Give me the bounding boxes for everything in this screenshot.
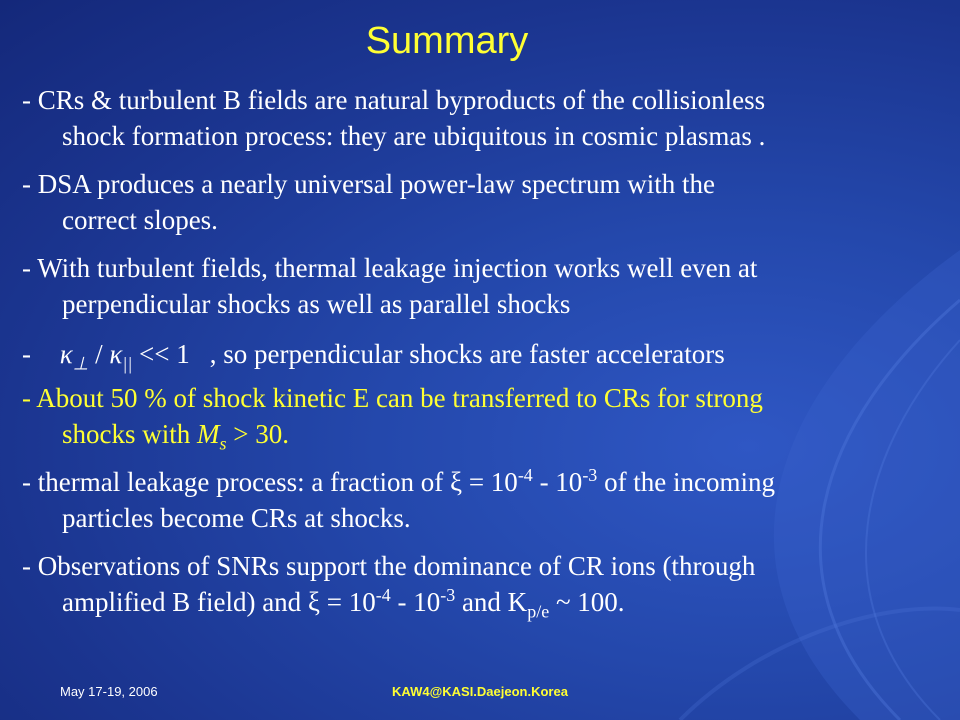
footer-date: May 17-19, 2006: [60, 684, 158, 699]
bullet-6-line-2: particles become CRs at shocks.: [62, 503, 411, 533]
bullet-7-line-1: - Observations of SNRs support the dominance of CR ions (through: [22, 551, 756, 581]
bullet-7: [22, 548, 922, 620]
bullet-5: [22, 380, 922, 452]
bullet-4: [22, 336, 922, 372]
bullet-2-line-2: correct slopes.: [62, 205, 218, 235]
footer-venue: KAW4@KASI.Daejeon.Korea: [392, 684, 568, 699]
slide-title: Summary: [365, 20, 529, 62]
bullet-5-line-2: shocks with $M_s > 30$.: [62, 419, 289, 454]
kappa-parallel-symbol: $\kappa_{||}$: [109, 339, 133, 374]
bullet-2: [22, 166, 922, 238]
mach-number-symbol: $M_s$: [197, 419, 227, 454]
bullet-3-line-2: perpendicular shocks as well as parallel shocks: [62, 289, 571, 319]
bullet-3-line-1: - With turbulent fields, thermal leakage injection works well even at: [22, 253, 758, 283]
bullet-2-line-1: - DSA produces a nearly universal power-law spectrum with the: [22, 169, 716, 199]
bullet-1-line-2: shock formation process: they are ubiquitous in cosmic plasmas .: [62, 121, 766, 151]
kappa-perp-symbol: $\kappa_\perp$: [59, 339, 89, 374]
ratio-slash: /: [88, 339, 110, 369]
bullet-7-line-2: amplified B field) and $\xi = 10^{-4} - 10^{-3}$ and $K_{p/e}$ ~ 100.: [62, 585, 625, 622]
bullet-1-line-1: - CRs & turbulent B fields are natural byproducts of the collisionless: [22, 85, 766, 115]
bullet-5-line-1: - About 50 % of shock kinetic E can be transferred to CRs for strong: [22, 383, 763, 413]
bullet-4-text: , so perpendicular shocks are faster accelerators: [209, 339, 725, 369]
bullet-4-dash: -: [22, 339, 31, 369]
bullet-3: [22, 250, 922, 322]
bullet-1: [22, 82, 922, 154]
bullet-6: [22, 464, 922, 536]
bullet-6-line-1: - thermal leakage process: a fraction of $\xi = 10^{-4} - 10^{-3}$ of the incoming: [22, 465, 776, 497]
much-less-than-one: << 1: [132, 339, 190, 369]
